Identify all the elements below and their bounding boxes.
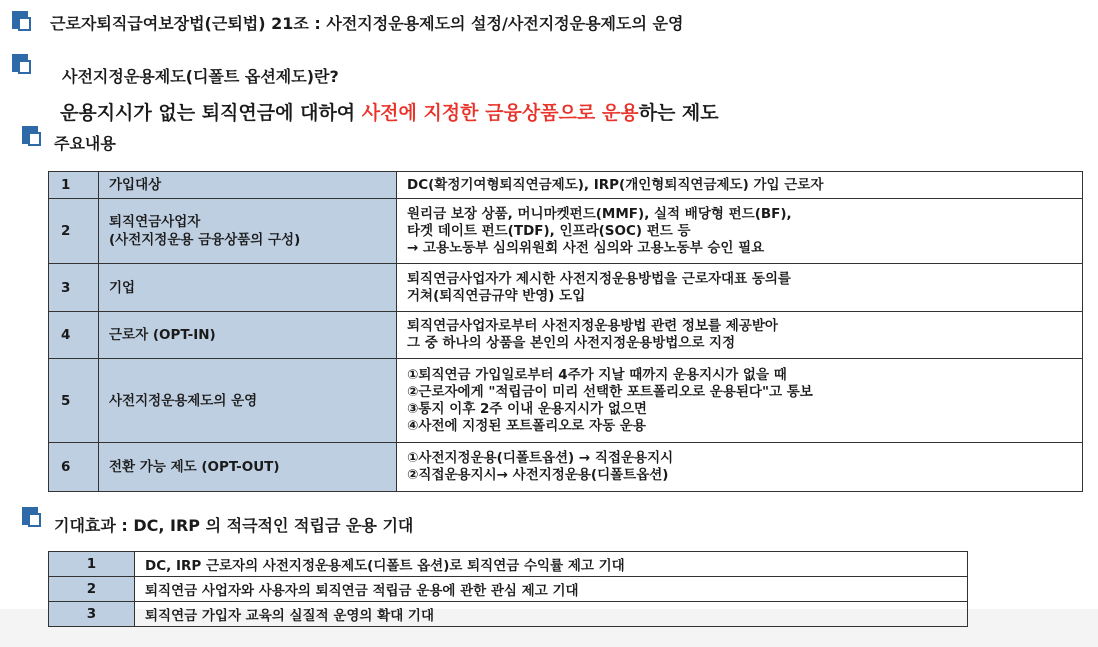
row-description: ①사전지정운용(디폴트옵션) → 직접운용지시 ②직접운용지시→ 사전지정운용(디폴트옵션) (397, 443, 1083, 492)
table-row (49, 443, 1083, 492)
definition-heading: 사전지정운용제도(디폴트 옵션제도)란? (62, 67, 339, 86)
row-description: 퇴직연금사업자로부터 사전지정운용방법 관련 정보를 제공받아 그 중 하나의 상품을 본인의 사전지정운용방법으로 지정 (397, 312, 1083, 359)
page-title: 근로자퇴직급여보장법(근퇴법) 21조 : 사전지정운용제도의 설정/사전지정운용제도의 운영 (50, 14, 684, 33)
contents-heading: 주요내용 (54, 134, 116, 153)
bullet-icon (22, 507, 44, 531)
row-number: 1 (49, 172, 99, 199)
row-text: 퇴직연금 사업자와 사용자의 퇴직연금 적립금 운용에 관한 관심 제고 기대 (135, 577, 968, 602)
row-label: 사전지정운용제도의 운영 (99, 359, 397, 443)
bullet-icon (12, 54, 34, 78)
row-label: 전환 가능 제도 (OPT-OUT) (99, 443, 397, 492)
table-row (49, 602, 968, 627)
row-description: 원리금 보장 상품, 머니마켓펀드(MMF), 실적 배당형 펀드(BF), 타겟 데이트 펀드(TDF), 인프라(SOC) 펀드 등 → 고용노동부 심의위원회 사전 심의와 고용노동부 승인 필요 (397, 199, 1083, 264)
row-description: ①퇴직연금 가입일로부터 4주가 지날 때까지 운용지시가 없을 때 ②근로자에게 "적립금이 미리 선택한 포트폴리오로 운용된다"고 통보 ③통지 이후 2주 이내 운용지시가 없으면 ④사전에 지정된 포트폴리오로 자동 운용 (397, 359, 1083, 443)
table-row (49, 199, 1083, 264)
contents-table (48, 171, 1083, 492)
row-number: 2 (49, 199, 99, 264)
table-row (49, 359, 1083, 443)
row-label: 기업 (99, 264, 397, 312)
definition-text-before: 운용지시가 없는 퇴직연금에 대하여 (60, 102, 362, 124)
row-number: 3 (49, 264, 99, 312)
row-number: 6 (49, 443, 99, 492)
row-description: 퇴직연금사업자가 제시한 사전지정운용방법을 근로자대표 동의를 거쳐(퇴직연금규약 반영) 도입 (397, 264, 1083, 312)
table-row (49, 552, 968, 577)
definition-highlight: 사전에 지정한 금융상품으로 운용 (361, 102, 639, 124)
bullet-icon (12, 11, 34, 35)
definition-text (60, 98, 719, 125)
effects-table (48, 551, 968, 627)
row-text: DC, IRP 근로자의 사전지정운용제도(디폴트 옵션)로 퇴직연금 수익률 제고 기대 (135, 552, 968, 577)
table-row (49, 577, 968, 602)
table-row (49, 264, 1083, 312)
row-label: 가입대상 (99, 172, 397, 199)
row-number: 3 (49, 602, 135, 627)
row-text: 퇴직연금 가입자 교육의 실질적 운영의 확대 기대 (135, 602, 968, 627)
row-number: 1 (49, 552, 135, 577)
row-number: 4 (49, 312, 99, 359)
effects-heading: 기대효과 : DC, IRP 의 적극적인 적립금 운용 기대 (54, 516, 414, 535)
row-number: 5 (49, 359, 99, 443)
row-description: DC(확정기여형퇴직연금제도), IRP(개인형퇴직연금제도) 가입 근로자 (397, 172, 1083, 199)
table-row (49, 172, 1083, 199)
definition-text-after: 하는 제도 (638, 102, 719, 124)
row-number: 2 (49, 577, 135, 602)
row-label: 퇴직연금사업자 (사전지정운용 금융상품의 구성) (99, 199, 397, 264)
row-label: 근로자 (OPT-IN) (99, 312, 397, 359)
bullet-icon (22, 126, 44, 150)
table-row (49, 312, 1083, 359)
